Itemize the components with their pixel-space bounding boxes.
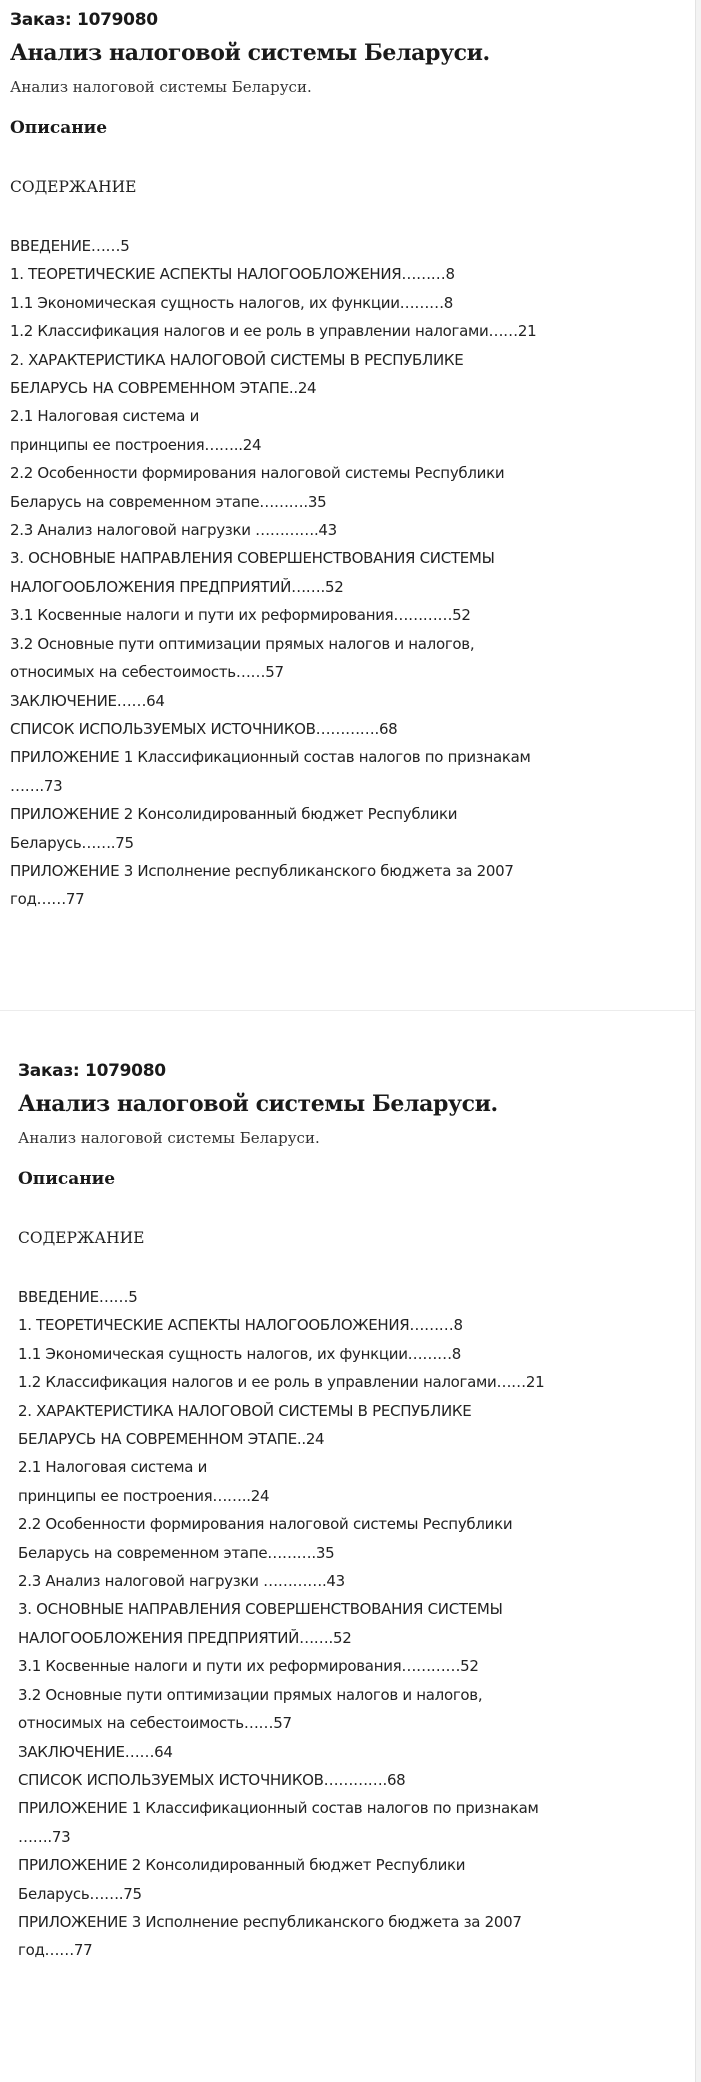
toc-line: Беларусь на современном этапе……….35 [18, 1543, 335, 1562]
toc-heading: СОДЕРЖАНИЕ [10, 178, 137, 196]
toc-line: ПРИЛОЖЕНИЕ 3 Исполнение республиканского бюджета за 2007 [10, 861, 514, 880]
toc-line: 1.1 Экономическая сущность налогов, их функции………8 [18, 1344, 462, 1363]
toc-line: 2.1 Налоговая система и [10, 407, 200, 426]
page-title: Анализ налоговой системы Беларуси. [10, 40, 490, 66]
order-number: Заказ: 1079080 [18, 1061, 166, 1081]
toc-line: 2.3 Анализ налоговой нагрузки ………….43 [10, 521, 337, 540]
toc-line: ПРИЛОЖЕНИЕ 2 Консолидированный бюджет Республики [18, 1856, 466, 1875]
toc-line: 2.1 Налоговая система и [18, 1458, 208, 1477]
toc-line: Беларусь…….75 [18, 1884, 142, 1903]
table-of-contents [10, 232, 687, 914]
toc-line: Беларусь…….75 [10, 833, 134, 852]
toc-line: БЕЛАРУСЬ НА СОВРЕМЕННОМ ЭТАПЕ..24 [18, 1430, 325, 1449]
toc-line: 2.2 Особенности формирования налоговой системы Республики [10, 464, 505, 483]
document-page-2 [0, 1010, 696, 2082]
toc-line: год……77 [18, 1941, 93, 1960]
toc-line: относимых на себестоимость……57 [18, 1714, 292, 1733]
toc-line: принципы ее построения……..24 [10, 435, 262, 454]
toc-line: 1. ТЕОРЕТИЧЕСКИЕ АСПЕКТЫ НАЛОГООБЛОЖЕНИЯ………8 [10, 265, 455, 284]
toc-line: ЗАКЛЮЧЕНИЕ……64 [18, 1742, 173, 1761]
section-heading-description: Описание [18, 1169, 116, 1189]
toc-line: 2. ХАРАКТЕРИСТИКА НАЛОГОВОЙ СИСТЕМЫ В РЕСПУБЛИКЕ [18, 1401, 472, 1420]
toc-line: НАЛОГООБЛОЖЕНИЯ ПРЕДПРИЯТИЙ…….52 [10, 577, 344, 596]
page-title: Анализ налоговой системы Беларуси. [18, 1091, 498, 1117]
toc-line: БЕЛАРУСЬ НА СОВРЕМЕННОМ ЭТАПЕ..24 [10, 379, 317, 398]
toc-line: ПРИЛОЖЕНИЕ 1 Классификационный состав налогов по признакам [10, 748, 531, 767]
toc-line: 1. ТЕОРЕТИЧЕСКИЕ АСПЕКТЫ НАЛОГООБЛОЖЕНИЯ………8 [18, 1316, 463, 1335]
toc-line: …….73 [10, 776, 63, 795]
table-of-contents [18, 1283, 687, 1965]
toc-line: 3.2 Основные пути оптимизации прямых налогов и налогов, [10, 634, 475, 653]
order-number: Заказ: 1079080 [10, 10, 158, 30]
toc-line: ПРИЛОЖЕНИЕ 3 Исполнение республиканского бюджета за 2007 [18, 1912, 522, 1931]
toc-line: 1.2 Классификация налогов и ее роль в управлении налогами……21 [10, 322, 537, 341]
toc-line: относимых на себестоимость……57 [10, 663, 284, 682]
toc-line: 1.2 Классификация налогов и ее роль в управлении налогами……21 [18, 1373, 545, 1392]
toc-line: 2. ХАРАКТЕРИСТИКА НАЛОГОВОЙ СИСТЕМЫ В РЕСПУБЛИКЕ [10, 350, 464, 369]
toc-line: 1.1 Экономическая сущность налогов, их функции………8 [10, 293, 454, 312]
toc-line: …….73 [18, 1827, 71, 1846]
toc-line: ВВЕДЕНИЕ……5 [10, 237, 130, 255]
toc-line: 3. ОСНОВНЫЕ НАПРАВЛЕНИЯ СОВЕРШЕНСТВОВАНИЯ СИСТЕМЫ [10, 549, 495, 568]
page-subtitle: Анализ налоговой системы Беларуси. [18, 1129, 320, 1147]
toc-line: 3.1 Косвенные налоги и пути их реформирования…………52 [18, 1657, 479, 1676]
section-heading-description: Описание [10, 118, 108, 138]
toc-line: год……77 [10, 890, 85, 909]
toc-line: 2.3 Анализ налоговой нагрузки ………….43 [18, 1572, 345, 1591]
toc-line: ПРИЛОЖЕНИЕ 2 Консолидированный бюджет Республики [10, 805, 458, 824]
page-subtitle: Анализ налоговой системы Беларуси. [10, 78, 312, 96]
toc-line: принципы ее построения……..24 [18, 1486, 270, 1505]
toc-line: 3.2 Основные пути оптимизации прямых налогов и налогов, [18, 1685, 483, 1704]
toc-line: Беларусь на современном этапе……….35 [10, 492, 327, 511]
toc-line: НАЛОГООБЛОЖЕНИЯ ПРЕДПРИЯТИЙ…….52 [18, 1628, 352, 1647]
toc-line: ВВЕДЕНИЕ……5 [18, 1288, 138, 1306]
toc-line: 3.1 Косвенные налоги и пути их реформирования…………52 [10, 606, 471, 625]
toc-line: СПИСОК ИСПОЛЬЗУЕМЫХ ИСТОЧНИКОВ………….68 [18, 1770, 406, 1789]
document-page-1 [0, 0, 696, 1010]
toc-line: 3. ОСНОВНЫЕ НАПРАВЛЕНИЯ СОВЕРШЕНСТВОВАНИЯ СИСТЕМЫ [18, 1600, 503, 1619]
toc-line: 2.2 Особенности формирования налоговой системы Республики [18, 1515, 513, 1534]
toc-line: ПРИЛОЖЕНИЕ 1 Классификационный состав налогов по признакам [18, 1799, 539, 1818]
toc-heading: СОДЕРЖАНИЕ [18, 1229, 145, 1247]
toc-line: ЗАКЛЮЧЕНИЕ……64 [10, 691, 165, 710]
toc-line: СПИСОК ИСПОЛЬЗУЕМЫХ ИСТОЧНИКОВ………….68 [10, 719, 398, 738]
